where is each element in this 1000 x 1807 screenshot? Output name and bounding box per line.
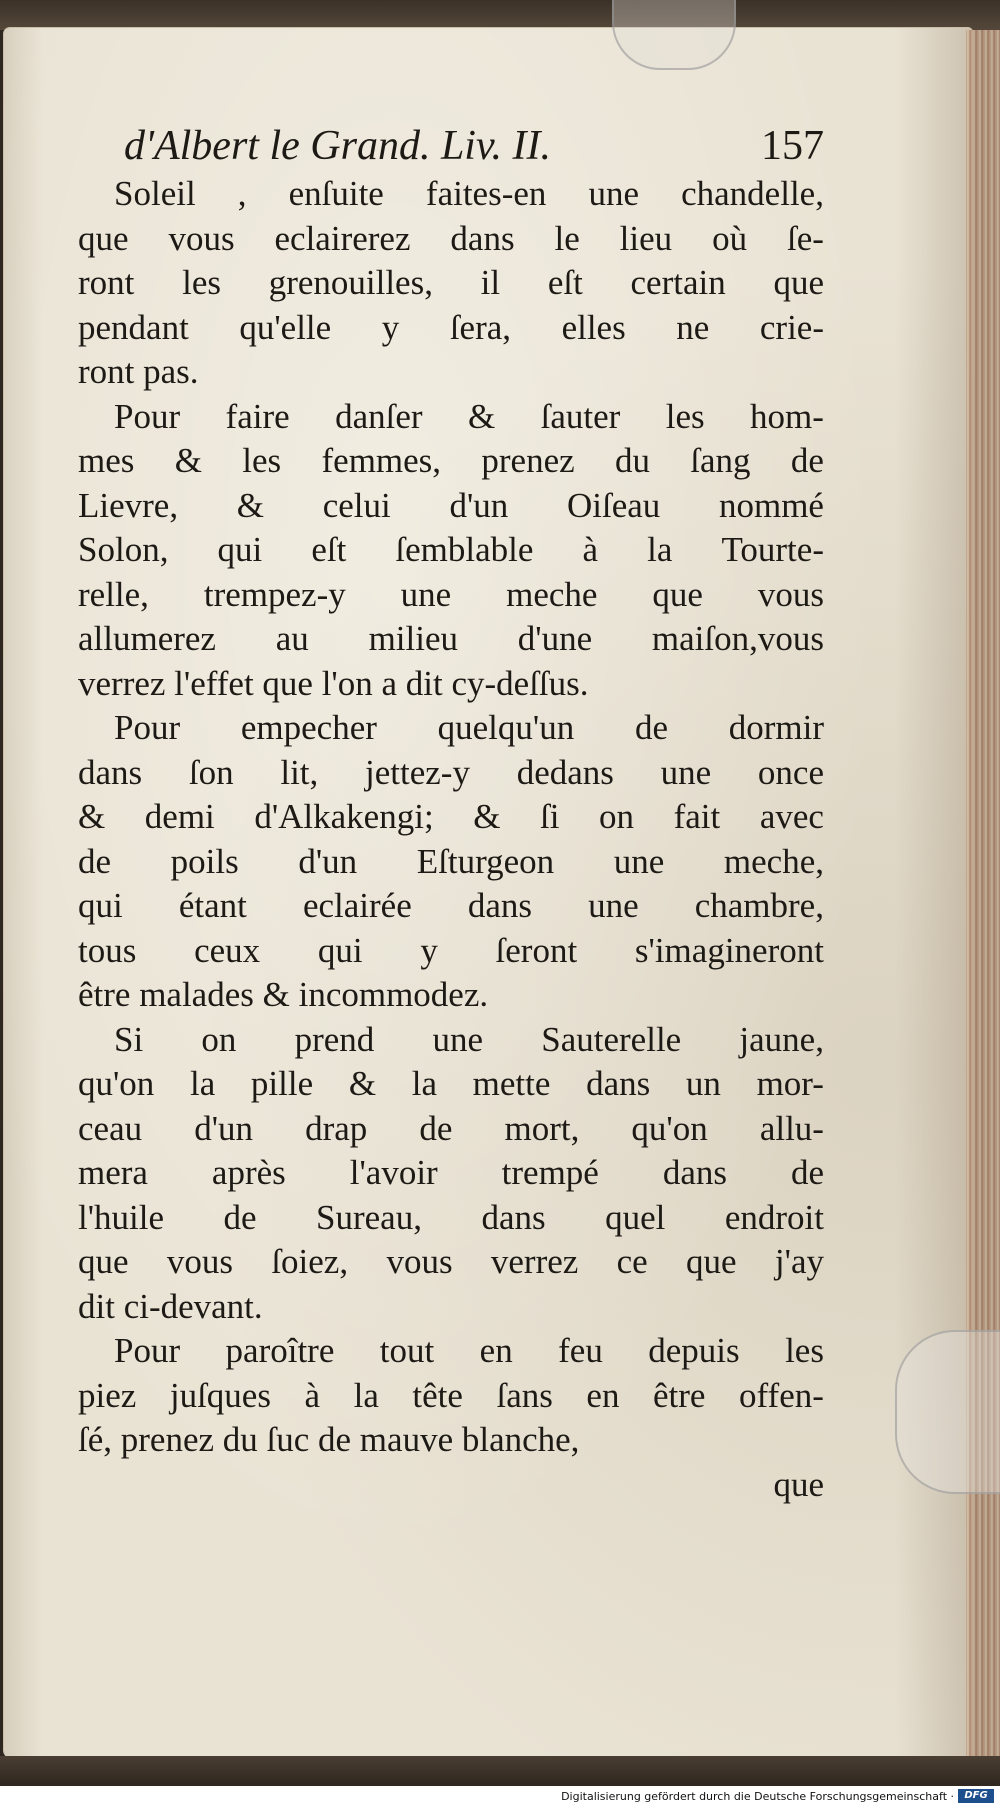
- word: de: [419, 1108, 453, 1148]
- word: où: [712, 218, 748, 258]
- word: lit,: [280, 752, 319, 792]
- word: quelqu'un: [437, 708, 575, 747]
- word: endroit: [724, 1197, 824, 1237]
- word: une: [588, 174, 640, 213]
- word: la: [411, 1064, 437, 1103]
- word: les: [785, 1331, 824, 1370]
- word: ſoiez,: [271, 1242, 349, 1281]
- text-line: ſé, prenez du ſuc de mauve blanche,: [78, 1420, 580, 1459]
- word: mor-: [756, 1064, 824, 1103]
- word: la: [189, 1064, 216, 1103]
- word: une: [613, 841, 665, 881]
- word: poils: [170, 841, 239, 881]
- text-line: [78, 172, 824, 217]
- word: offen-: [739, 1375, 824, 1415]
- word: jaune,: [739, 1019, 824, 1059]
- word: une: [660, 752, 712, 792]
- word: dans: [467, 886, 532, 925]
- word: dedans: [516, 752, 614, 792]
- word: jettez-y: [365, 752, 470, 792]
- text-line: dit ci-devant.: [78, 1286, 263, 1326]
- word: Lievre,: [78, 485, 179, 525]
- word: l'huile: [78, 1197, 165, 1237]
- word: faites-en: [425, 174, 547, 213]
- word: que: [773, 263, 824, 302]
- text-line: [78, 795, 824, 840]
- page-text: [78, 120, 824, 1507]
- word: nommé: [718, 485, 824, 525]
- word: prenez: [481, 441, 575, 480]
- word: once: [757, 752, 824, 792]
- word: après: [211, 1153, 286, 1192]
- text-line: [78, 617, 824, 662]
- word: celui: [322, 485, 391, 525]
- word: ſeront: [495, 930, 578, 970]
- word: tous: [78, 930, 137, 970]
- page-number: 157: [761, 123, 824, 169]
- word: qu'on: [78, 1064, 155, 1103]
- word: danſer: [335, 396, 423, 436]
- text-line: [78, 306, 824, 351]
- word: depuis: [648, 1331, 740, 1370]
- book-cover-bottom-edge: [0, 1756, 1000, 1786]
- page-edges: [966, 30, 1000, 1765]
- word: de: [78, 841, 112, 881]
- word: être: [653, 1375, 706, 1415]
- word: chambre,: [694, 886, 824, 925]
- word: eclairerez: [274, 218, 411, 258]
- word: ,: [237, 174, 247, 213]
- word: on: [201, 1019, 237, 1059]
- word: un: [685, 1064, 721, 1103]
- word: quel: [605, 1197, 666, 1237]
- word: d'un: [298, 841, 358, 881]
- word: Soleil: [114, 174, 196, 213]
- word: d'un: [194, 1108, 253, 1148]
- word: lieu: [619, 218, 673, 258]
- word: qui: [317, 930, 363, 970]
- word: dans: [450, 218, 515, 258]
- text-line: [78, 395, 824, 440]
- catchword: que: [773, 1464, 824, 1504]
- word: Si: [114, 1019, 144, 1059]
- word: il: [480, 263, 501, 302]
- word: paroître: [225, 1331, 335, 1370]
- word: Sureau,: [316, 1197, 422, 1237]
- word: crie-: [759, 307, 824, 347]
- word: d'un: [449, 485, 509, 525]
- word: une: [432, 1019, 484, 1059]
- word: Sauterelle: [541, 1019, 682, 1059]
- word: que: [686, 1242, 737, 1281]
- word: ne: [676, 307, 710, 347]
- word: tout: [379, 1331, 435, 1370]
- word: vous: [757, 574, 824, 614]
- word: les: [665, 396, 705, 436]
- word: certain: [630, 263, 726, 302]
- word: dans: [481, 1197, 546, 1237]
- word: vous: [166, 1242, 233, 1281]
- word: du: [614, 441, 650, 480]
- text-line: [78, 1240, 824, 1285]
- word: d'Alkakengi;: [254, 797, 434, 836]
- word: Solon,: [78, 530, 169, 569]
- word: en: [479, 1331, 513, 1370]
- word: ſon: [188, 752, 234, 792]
- text-line: [78, 261, 824, 306]
- text-line: ront pas.: [78, 352, 199, 391]
- word: eſt: [311, 530, 347, 569]
- word: on: [599, 797, 635, 836]
- word: piez: [78, 1375, 137, 1415]
- word: ſi: [540, 797, 560, 836]
- word: mes: [78, 441, 135, 480]
- word: ſemblable: [395, 530, 534, 569]
- word: ſauter: [540, 396, 621, 436]
- word: Pour: [114, 396, 181, 436]
- word: qu'on: [631, 1108, 708, 1148]
- text-line: [78, 751, 824, 796]
- word: l'avoir: [349, 1153, 438, 1192]
- word: en: [586, 1375, 620, 1415]
- word: Pour: [114, 1331, 181, 1370]
- word: vous: [168, 218, 235, 258]
- book-cover-top-edge: [0, 0, 1000, 30]
- text-line: [78, 1196, 824, 1241]
- word: de: [790, 1153, 824, 1192]
- word: grenouilles,: [268, 263, 433, 302]
- word: mera: [78, 1153, 148, 1192]
- word: maiſon,vous: [651, 619, 824, 658]
- word: feu: [558, 1331, 603, 1370]
- word: la: [647, 530, 673, 569]
- catchword-line: [78, 1463, 824, 1508]
- text-line: [78, 439, 824, 484]
- word: de: [790, 441, 824, 480]
- word: hom-: [750, 396, 824, 436]
- word: les: [182, 263, 221, 302]
- word: trempez-y: [203, 574, 346, 614]
- word: le: [554, 218, 580, 258]
- word: &: [348, 1064, 377, 1103]
- word: que: [652, 574, 703, 614]
- word: prend: [294, 1019, 375, 1059]
- word: allu-: [759, 1108, 824, 1148]
- word: une: [400, 574, 452, 614]
- dfg-logo: DFG: [958, 1789, 994, 1803]
- text-line: [78, 929, 824, 974]
- word: tête: [412, 1375, 463, 1415]
- text-line: verrez l'effet que l'on a dit cy-deſſus.: [78, 663, 589, 703]
- word: pille: [250, 1064, 314, 1103]
- word: une: [588, 886, 639, 925]
- text-line: [78, 1062, 824, 1107]
- word: &: [174, 441, 202, 480]
- word: meche: [506, 574, 598, 614]
- word: au: [275, 619, 309, 658]
- text-line: [78, 217, 824, 262]
- word: juſques: [169, 1375, 271, 1415]
- clip-right: [895, 1330, 1000, 1494]
- text-line: [78, 1374, 824, 1419]
- word: eclairée: [302, 886, 412, 925]
- word: fait: [673, 797, 721, 836]
- word: étant: [178, 886, 247, 925]
- word: qui: [78, 886, 123, 925]
- text-line: [78, 528, 824, 573]
- footer-credit: Digitalisierung gefördert durch die Deutsche Forschungsgemeinschaft ·: [561, 1790, 954, 1803]
- word: qui: [217, 530, 263, 569]
- text-line: [78, 573, 824, 618]
- word: drap: [305, 1108, 368, 1148]
- text-line: [78, 484, 824, 529]
- word: à: [304, 1375, 321, 1415]
- word: chandelle,: [681, 174, 824, 213]
- word: faire: [225, 396, 290, 436]
- word: ſe-: [787, 218, 824, 258]
- word: verrez: [490, 1242, 579, 1281]
- word: de: [634, 708, 668, 747]
- word: Oiſeau: [566, 485, 661, 525]
- word: Tourte-: [721, 530, 824, 569]
- clip-top: [612, 0, 736, 70]
- text-line: être malades & incommodez.: [78, 975, 489, 1014]
- word: pendant: [78, 307, 189, 347]
- word: ſang: [690, 441, 751, 480]
- running-head: [78, 120, 824, 172]
- word: dans: [662, 1153, 727, 1192]
- word: elles: [561, 307, 626, 347]
- word: avec: [759, 797, 824, 836]
- word: ceux: [194, 930, 261, 970]
- word: &: [78, 797, 106, 836]
- word: milieu: [368, 619, 459, 658]
- word: eſt: [547, 263, 583, 302]
- word: mette: [472, 1064, 551, 1103]
- word: mort,: [504, 1108, 580, 1148]
- word: les: [242, 441, 282, 480]
- text-line: [78, 706, 824, 751]
- word: enſuite: [288, 174, 384, 213]
- word: ront: [78, 263, 135, 302]
- word: meche,: [723, 841, 824, 881]
- word: &: [236, 485, 265, 525]
- word: dormir: [728, 708, 824, 747]
- word: ce: [616, 1242, 648, 1281]
- running-head-title: d'Albert le Grand. Liv. II.: [124, 123, 551, 169]
- word: j'ay: [774, 1242, 824, 1281]
- text-line: [78, 840, 824, 885]
- word: Pour: [114, 708, 181, 747]
- word: trempé: [501, 1153, 599, 1192]
- word: la: [353, 1375, 379, 1415]
- text-line: [78, 1018, 824, 1063]
- word: de: [223, 1197, 257, 1237]
- word: ſans: [496, 1375, 553, 1415]
- text-line: [78, 1329, 824, 1374]
- word: qu'elle: [239, 307, 332, 347]
- word: vous: [386, 1242, 453, 1281]
- word: que: [78, 1242, 129, 1281]
- word: dans: [78, 752, 143, 792]
- word: relle,: [78, 574, 149, 614]
- text-line: [78, 884, 824, 929]
- word: que: [78, 218, 129, 258]
- word: ſera,: [449, 307, 512, 347]
- word: femmes,: [321, 441, 442, 480]
- word: y: [420, 930, 438, 970]
- text-line: [78, 1151, 824, 1196]
- word: demi: [144, 797, 215, 836]
- word: s'imagineront: [634, 930, 824, 970]
- body-text: [78, 172, 824, 1463]
- text-line: [78, 1107, 824, 1152]
- word: &: [467, 396, 496, 436]
- word: Eſturgeon: [416, 841, 555, 881]
- word: à: [582, 530, 599, 569]
- word: &: [473, 797, 501, 836]
- word: ceau: [78, 1108, 143, 1148]
- word: allumerez: [78, 619, 216, 658]
- word: y: [381, 307, 400, 347]
- word: empecher: [240, 708, 377, 747]
- word: d'une: [517, 619, 593, 658]
- word: dans: [586, 1064, 651, 1103]
